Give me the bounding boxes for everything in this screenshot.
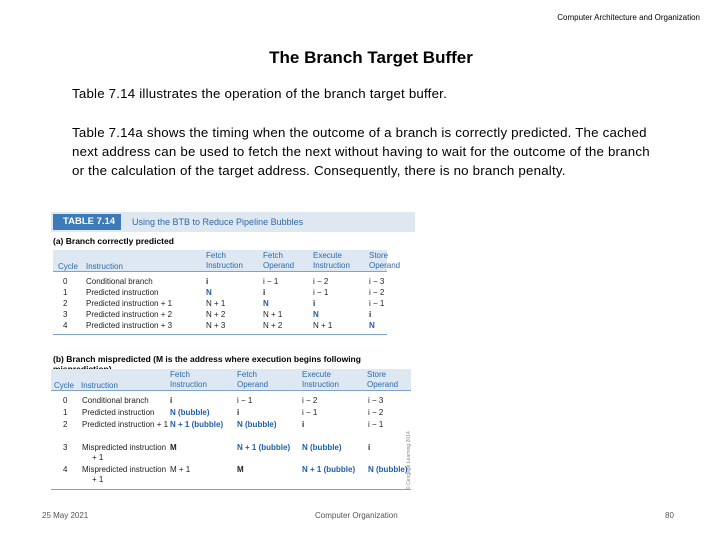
cell-instruction: Predicted instruction + 2: [86, 310, 173, 319]
part-b-bottom-rule: [51, 489, 411, 490]
cell-execute-instruction: i − 2: [313, 277, 329, 286]
part-a-title: (a) Branch correctly predicted: [53, 236, 174, 246]
part-b-title: (b) Branch mispredicted (M is the address where execution begins following: [53, 354, 361, 364]
cell-fetch-operand: i − 1: [237, 396, 253, 405]
cell-execute-instruction: N (bubble): [302, 443, 342, 452]
slide-title: The Branch Target Buffer: [269, 48, 473, 67]
col-instruction: Instruction: [86, 262, 123, 271]
cell-instruction: Conditional branch: [86, 277, 153, 286]
cell-cycle: 2: [63, 420, 68, 429]
figure-caption: Using the BTB to Reduce Pipeline Bubbles: [132, 217, 304, 227]
cell-execute-instruction: N: [313, 310, 319, 319]
col-execute-instruction: Execute Instruction: [313, 251, 350, 270]
cell-cycle: 4: [63, 465, 68, 474]
cell-fetch-instruction: N + 3: [206, 321, 226, 330]
footer-date: 25 May 2021: [42, 511, 89, 520]
footer-text: Computer Organization: [315, 511, 398, 520]
col-instruction: Instruction: [81, 381, 118, 390]
cell-fetch-instruction: N: [206, 288, 212, 297]
cell-fetch-instruction: i: [206, 277, 209, 286]
cell-fetch-instruction: N + 1: [206, 299, 226, 308]
cell-execute-instruction: i: [313, 299, 316, 308]
cell-fetch-instruction: N (bubble): [170, 408, 210, 417]
cell-store-operand: i − 2: [369, 288, 385, 297]
cell-instruction: Predicted instruction: [82, 408, 155, 417]
cell-cycle: 1: [63, 408, 68, 417]
cell-fetch-instruction: M: [170, 443, 177, 452]
cell-instruction: Predicted instruction + 3: [86, 321, 173, 330]
figure-header: [51, 212, 415, 232]
cell-cycle: 0: [63, 396, 68, 405]
cell-cycle: 2: [63, 299, 68, 308]
col-fetch-instruction: Fetch Instruction: [170, 370, 207, 389]
cell-fetch-operand: N: [263, 299, 269, 308]
cell-cycle: 4: [63, 321, 68, 330]
cell-fetch-operand: N + 2: [263, 321, 283, 330]
cell-store-operand: i: [368, 443, 371, 452]
figure-credit: © Cengage Learning 2014: [406, 431, 412, 490]
cell-cycle: 3: [63, 443, 68, 452]
cell-execute-instruction: N + 1: [313, 321, 333, 330]
cell-instruction: Mispredicted instruction + 1: [82, 443, 167, 462]
cell-fetch-instruction: i: [170, 396, 173, 405]
col-store-operand: Store Operand: [367, 370, 399, 389]
cell-instruction: Conditional branch: [82, 396, 149, 405]
cell-fetch-operand: i: [263, 288, 266, 297]
col-fetch-operand: Fetch Operand: [237, 370, 269, 389]
cell-fetch-instruction: N + 1 (bubble): [170, 420, 224, 429]
cell-instruction: Mispredicted instruction + 1: [82, 465, 167, 484]
cell-execute-instruction: i − 1: [302, 408, 318, 417]
cell-instruction: Predicted instruction + 1: [82, 420, 169, 429]
paragraph-intro: Table 7.14 illustrates the operation of the branch target buffer.: [72, 86, 447, 101]
cell-instruction: Predicted instruction + 1: [86, 299, 173, 308]
cell-fetch-operand: N (bubble): [237, 420, 277, 429]
cell-execute-instruction: i: [302, 420, 305, 429]
cell-store-operand: i − 3: [368, 396, 384, 405]
cell-fetch-operand: N + 1 (bubble): [237, 443, 291, 452]
col-fetch-operand: Fetch Operand: [263, 251, 295, 270]
header-note: Computer Architecture and Organization: [557, 13, 700, 22]
cell-store-operand: i − 1: [368, 420, 384, 429]
cell-fetch-instruction: N + 2: [206, 310, 226, 319]
cell-store-operand: i − 2: [368, 408, 384, 417]
part-b-header-row: [51, 369, 411, 391]
cell-instruction: Predicted instruction: [86, 288, 159, 297]
cell-execute-instruction: i − 1: [313, 288, 329, 297]
cell-store-operand: N (bubble): [368, 465, 408, 474]
col-execute-instruction: Execute Instruction: [302, 370, 339, 389]
table-figure: [51, 212, 415, 492]
cell-store-operand: i − 1: [369, 299, 385, 308]
cell-fetch-operand: N + 1: [263, 310, 283, 319]
cell-cycle: 3: [63, 310, 68, 319]
page-number: 80: [665, 511, 674, 520]
col-cycle: Cycle: [58, 262, 79, 271]
cell-cycle: 0: [63, 277, 68, 286]
cell-cycle: 1: [63, 288, 68, 297]
col-store-operand: Store Operand: [369, 251, 401, 270]
cell-execute-instruction: i − 2: [302, 396, 318, 405]
col-cycle: Cycle: [54, 381, 75, 390]
cell-fetch-operand: i − 1: [263, 277, 279, 286]
part-a-bottom-rule: [53, 334, 387, 335]
cell-execute-instruction: N + 1 (bubble): [302, 465, 356, 474]
col-fetch-instruction: Fetch Instruction: [206, 251, 243, 270]
cell-store-operand: N: [369, 321, 375, 330]
cell-fetch-instruction: M + 1: [170, 465, 191, 474]
figure-tag: TABLE 7.14: [53, 214, 121, 230]
part-a-header-row: [53, 250, 401, 272]
cell-fetch-operand: M: [237, 465, 244, 474]
cell-store-operand: i − 3: [369, 277, 385, 286]
paragraph-detail: Table 7.14a shows the timing when the outcome of a branch is correctly predicted. The cached next address can be used to fetch the next without having to wait for the outcome of the branch or the calculation of the target address. Consequently, there is no branch penalty.: [72, 125, 650, 178]
cell-store-operand: i: [369, 310, 372, 319]
cell-fetch-operand: i: [237, 408, 240, 417]
